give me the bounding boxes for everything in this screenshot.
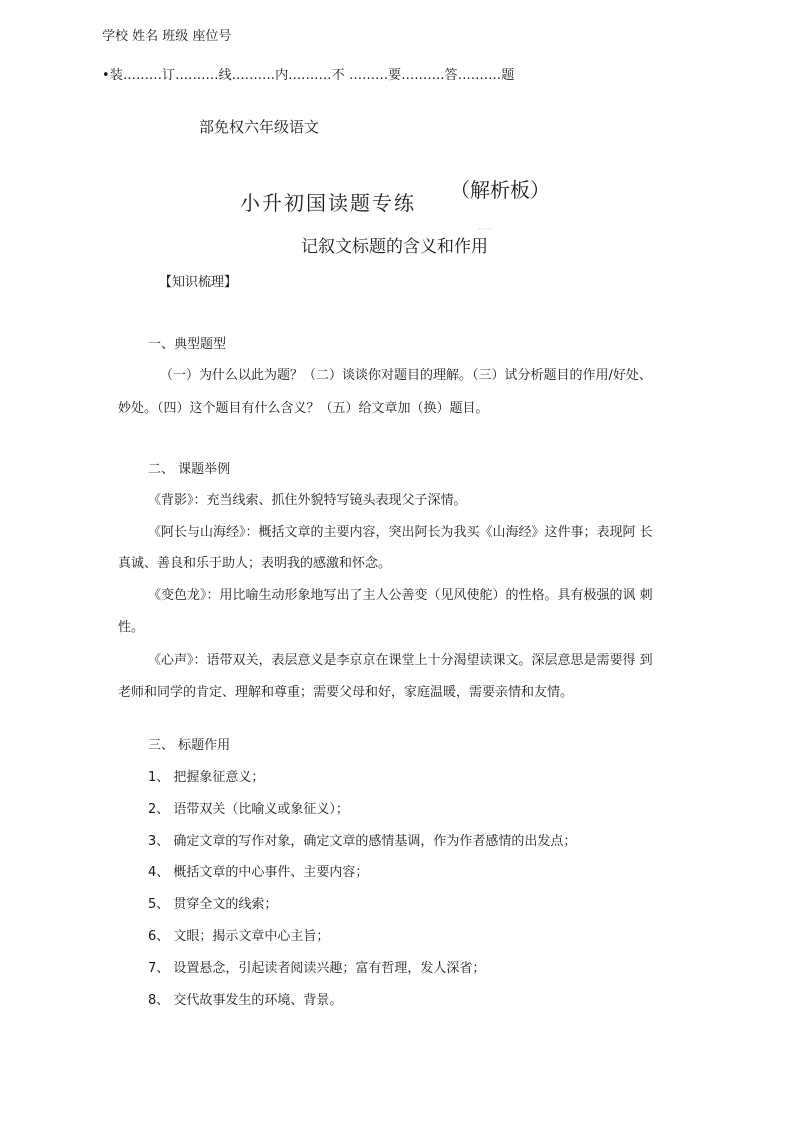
example-line: 《背影》：充当线索、抓住外貌特写镜头表现父子深情。: [148, 493, 467, 508]
list-item: 1、 把握象征意义；: [148, 770, 265, 785]
list-item: 6、 文眼；揭示文章中心主旨；: [148, 929, 330, 944]
list-item: 7、 设置悬念，引起读者阅读兴趣；富有哲理，发人深省；: [148, 961, 486, 976]
header-fields: 学校 姓名 班级 座位号: [102, 29, 232, 44]
knowledge-tag: 【知识梳理】: [159, 275, 238, 290]
section-heading-types: 一、典型题型: [148, 337, 227, 352]
section-heading-examples: 二、 课题举例: [148, 462, 231, 477]
example-line: 老师和同学的肯定、理解和尊重；需要父母和好，家庭温暖，需要亲情和友情。: [118, 685, 574, 700]
paragraph-line: （一）为什么以此为题？（二）谈谈你对题目的理解。（三）试分析题目的作用/好处、: [160, 368, 652, 383]
list-item: 3、 确定文章的写作对象，确定文章的感情基调，作为作者感情的出发点；: [148, 834, 577, 849]
topic-title: 记叙文标题的含义和作用: [301, 237, 488, 257]
example-line: 性。: [118, 620, 145, 635]
list-item: 4、 概括文章的中心事件、主要内容；: [148, 865, 369, 880]
main-title-clipped: 小升初国读题专练: [240, 191, 416, 215]
example-line: 《变色龙》：用比喻生动形象地写出了主人公善变（见风使舵）的性格。具有极强的讽 刺: [148, 588, 653, 603]
subject-title: 部免权六年级语文: [199, 118, 320, 136]
paragraph-line: 妙处。（四）这个题目有什么含义？（五）给文章加（换）题目。: [118, 401, 489, 416]
list-item: 8、 交代故事发生的环境、背景。: [148, 993, 343, 1008]
example-line: 《心声》：语带双关，表层意义是李京京在课堂上十分渴望读课文。深层意思是需要得 到: [148, 653, 653, 668]
example-line: 《阿长与山海经》：概括文章的主要内容，突出阿长为我买《山海经》这件事；表现阿 长: [148, 525, 653, 540]
binding-line: •装.........订..........线..........内..........不 .........要..........答..........题: [102, 68, 515, 83]
list-item: 5、 贯穿全文的线索；: [148, 897, 278, 912]
main-title-suffix: （解析板）: [450, 178, 550, 202]
example-line: 真诚、善良和乐于助人；表明我的感激和怀念。: [118, 556, 392, 571]
faint-mark: ·····: [478, 225, 493, 235]
list-item: 2、 语带双关（比喻义或象征义）；: [148, 802, 349, 817]
section-heading-functions: 三、 标题作用: [148, 738, 231, 753]
